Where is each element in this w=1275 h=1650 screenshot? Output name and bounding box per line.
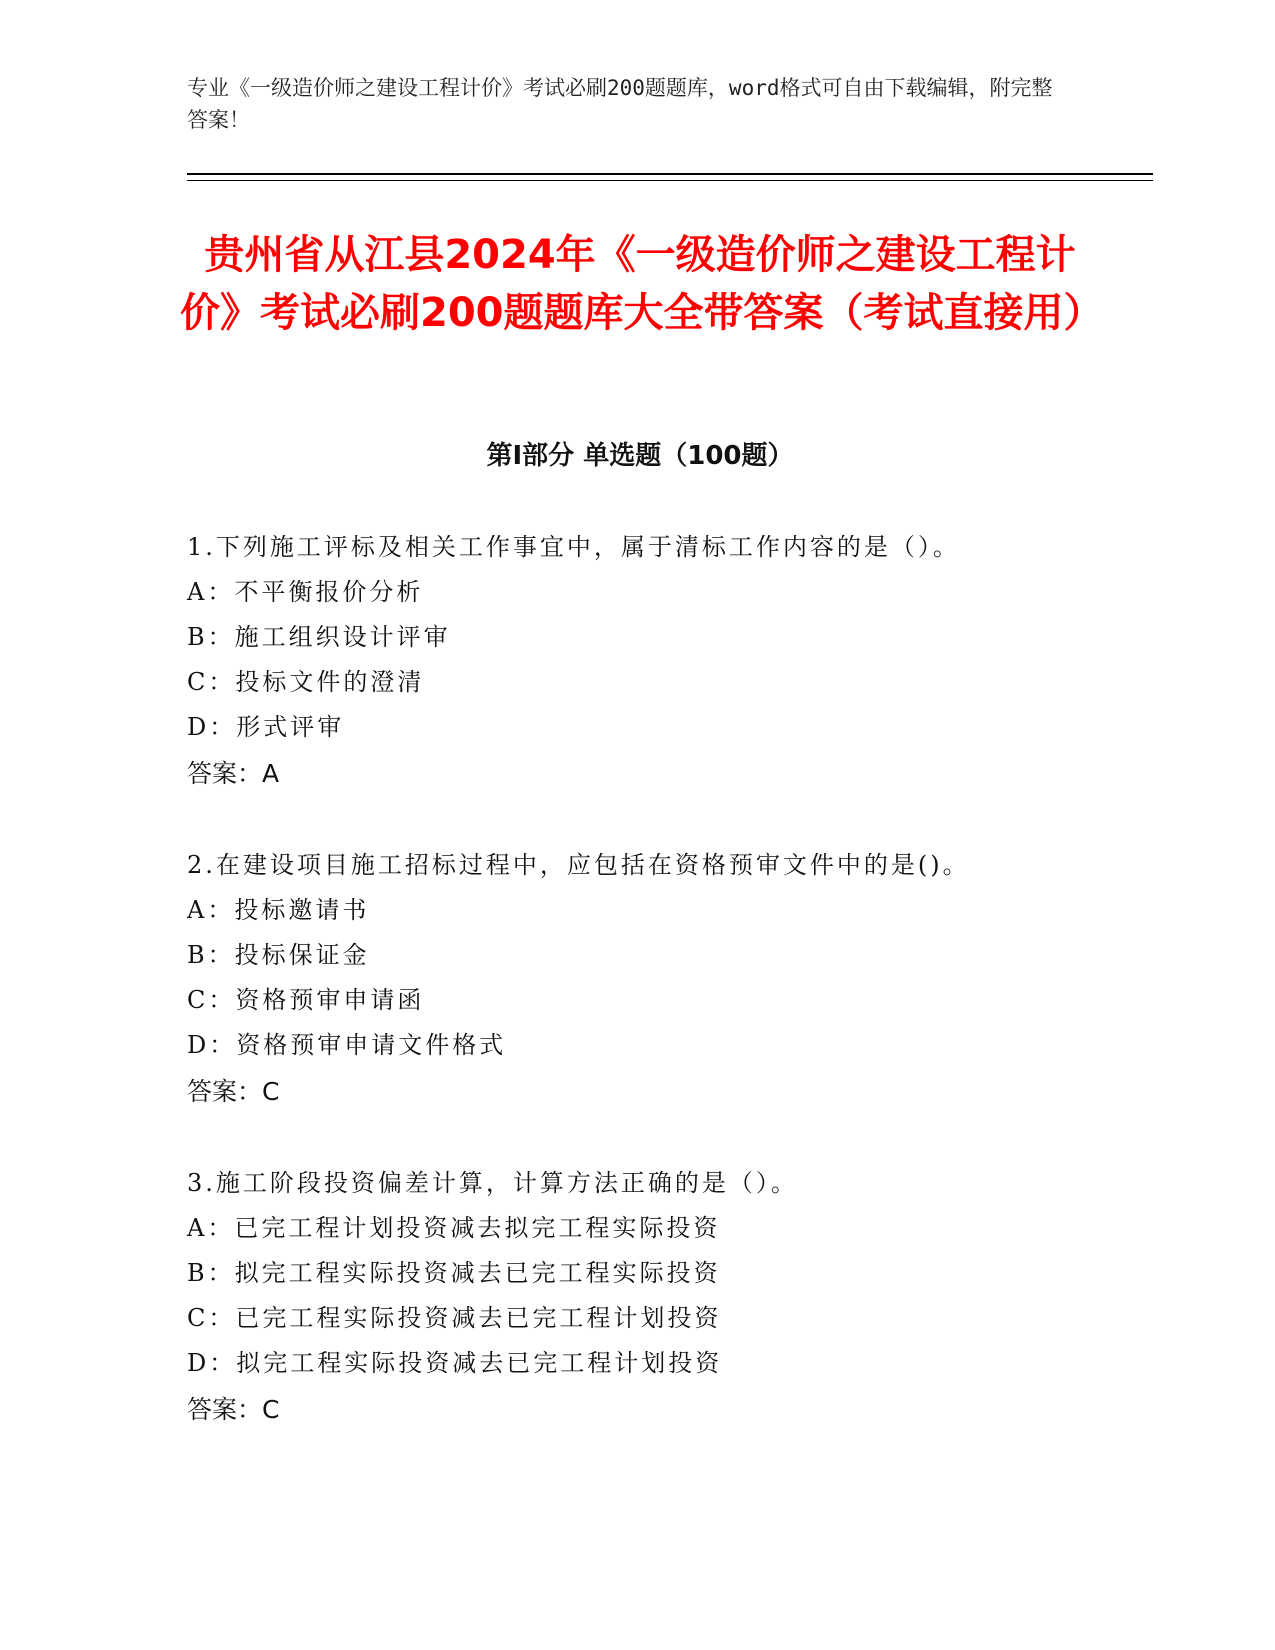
option-c: C：资格预审申请函 bbox=[187, 986, 425, 1014]
answer-line: 答案：C bbox=[187, 1395, 280, 1424]
answer-line: 答案：C bbox=[187, 1077, 280, 1106]
header-note: 专业《一级造价师之建设工程计价》考试必刷200题题库，word格式可自由下载编辑，附完整答案！ bbox=[187, 76, 1053, 132]
section-heading: 第I部分 单选题（100题） bbox=[486, 441, 794, 471]
document-title: 贵州省从江县2024年《一级造价师之建设工程计价》考试必刷200题题库大全带答案（考试直接用） bbox=[180, 232, 1104, 336]
header-divider-thick bbox=[187, 173, 1153, 175]
question-block bbox=[187, 525, 1087, 798]
option-d: D：形式评审 bbox=[187, 713, 345, 741]
option-a: A：不平衡报价分析 bbox=[187, 578, 424, 606]
question-stem: 1.下列施工评标及相关工作事宜中，属于清标工作内容的是（）。 bbox=[187, 533, 960, 561]
question-block bbox=[187, 1161, 1087, 1434]
option-a: A：投标邀请书 bbox=[187, 896, 370, 924]
option-b: B：拟完工程实际投资减去已完工程实际投资 bbox=[187, 1259, 721, 1287]
option-b: B：投标保证金 bbox=[187, 941, 370, 969]
option-c: C：投标文件的澄清 bbox=[187, 668, 425, 696]
question-block bbox=[187, 843, 1087, 1116]
option-d: D：资格预审申请文件格式 bbox=[187, 1031, 507, 1059]
header-divider-thin bbox=[187, 180, 1153, 181]
option-b: B：施工组织设计评审 bbox=[187, 623, 451, 651]
option-c: C：已完工程实际投资减去已完工程计划投资 bbox=[187, 1304, 722, 1332]
answer-line: 答案：A bbox=[187, 759, 280, 788]
option-d: D：拟完工程实际投资减去已完工程计划投资 bbox=[187, 1349, 723, 1377]
question-stem: 3.施工阶段投资偏差计算，计算方法正确的是（）。 bbox=[187, 1169, 798, 1197]
option-a: A：已完工程计划投资减去拟完工程实际投资 bbox=[187, 1214, 721, 1242]
question-stem: 2.在建设项目施工招标过程中，应包括在资格预审文件中的是()。 bbox=[187, 851, 970, 879]
